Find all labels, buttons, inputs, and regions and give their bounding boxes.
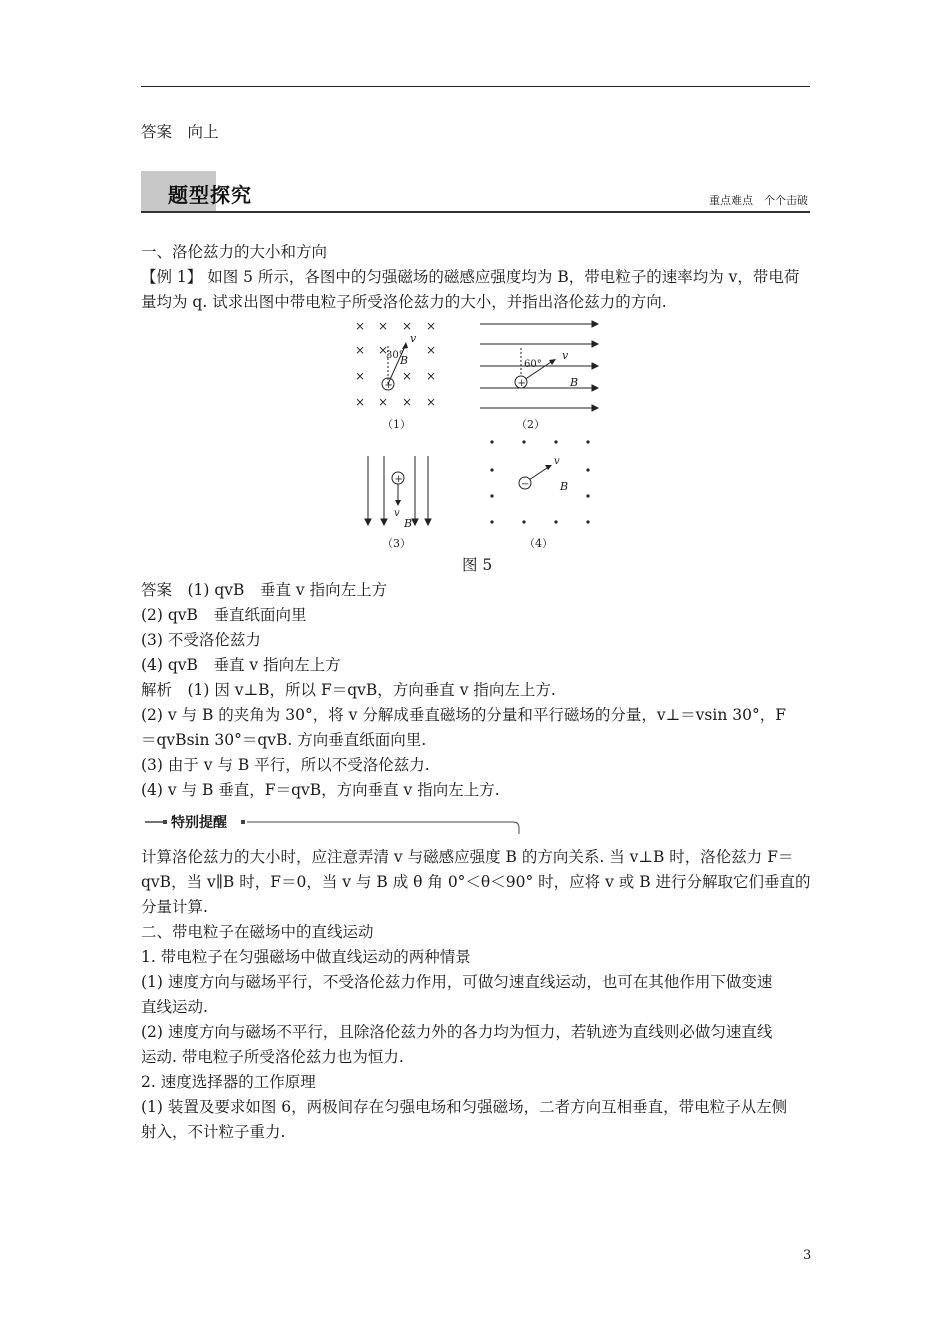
figure-5 (340, 314, 620, 554)
body-line: 1. 带电粒子在匀强磁场中做直线运动的两种情景 (141, 948, 471, 966)
body-line: (1) 装置及要求如图 6，两极间存在匀强电场和匀强磁场，二者方向互相垂直，带电粒子从左侧 (141, 1098, 788, 1116)
panel-1-arrowhead (402, 342, 408, 349)
section-subtitle: 重点难点 个个击破 (709, 194, 808, 207)
cross-mark: × (426, 343, 437, 357)
answer-line: (4) qvB 垂直 v 指向左上方 (141, 656, 341, 674)
analysis-line: (4) v 与 B 垂直，F＝qvB，方向垂直 v 指向左上方. (141, 781, 500, 799)
cross-mark: × (402, 319, 413, 333)
tip-line: qvB，当 v∥B 时，F＝0，当 v 与 B 成 θ 角 0°＜θ＜90° 时，应将 v 或 B 进行分解取它们垂直的 (141, 873, 811, 891)
cross-mark: × (378, 395, 389, 409)
panel-1-v-label: v (410, 332, 417, 345)
header-rule (141, 86, 810, 87)
panel-1-label: （1） (382, 418, 411, 431)
cross-mark: × (355, 369, 366, 383)
cross-mark: × (355, 319, 366, 333)
cross-mark: × (355, 343, 366, 357)
body-line: (1) 速度方向与磁场平行，不受洛伦兹力作用，可做匀速直线运动，也可在其他作用下做变速 (141, 973, 773, 991)
example-line-2: 量均为 q. 试求出图中带电粒子所受洛伦兹力的大小，并指出洛伦兹力的方向. (141, 293, 667, 311)
cross-mark: × (426, 395, 437, 409)
panel-2-charge-sign: + (517, 378, 526, 389)
cross-mark: × (426, 319, 437, 333)
body-line: 2. 速度选择器的工作原理 (141, 1073, 316, 1091)
cross-mark: × (426, 369, 437, 383)
heading-1: 一、洛伦兹力的大小和方向 (141, 243, 328, 261)
panel-4-arrowhead (545, 465, 552, 470)
body-line: 运动. 带电粒子所受洛伦兹力也为恒力. (141, 1048, 404, 1066)
analysis-line: ＝qvBsin 30°＝qvB. 方向垂直纸面向里. (141, 731, 427, 749)
cross-mark: × (378, 343, 389, 357)
section-rule (141, 211, 810, 213)
panel-3-charge-sign: + (394, 474, 403, 485)
tip-line: 分量计算. (141, 898, 208, 916)
section-title: 题型探究 (168, 183, 252, 207)
panel-4-v-label: v (554, 456, 560, 467)
body-line: (2) 速度方向与磁场不平行，且除洛伦兹力外的各力均为恒力，若轨迹为直线则必做匀速直线 (141, 1023, 773, 1041)
heading-2: 二、带电粒子在磁场中的直线运动 (141, 923, 374, 941)
panel-1-b-label: B (400, 354, 409, 367)
answer-line: (2) qvB 垂直纸面向里 (141, 606, 307, 624)
panel-2-b-label: B (570, 376, 579, 389)
cross-mark: × (402, 395, 413, 409)
panel-2-arrowhead (549, 359, 556, 365)
analysis-line: (3) 由于 v 与 B 平行，所以不受洛伦兹力. (141, 756, 430, 774)
analysis-line: 解析 (1) 因 v⊥B，所以 F＝qvB，方向垂直 v 指向左上方. (141, 681, 556, 699)
panel-1-angle: 30° (386, 350, 404, 361)
panel-3-v-label: v (394, 508, 400, 519)
section-banner (141, 171, 810, 212)
tip-header (141, 812, 520, 834)
panel-4-label: （4） (524, 537, 553, 550)
body-line: 直线运动. (141, 998, 208, 1016)
panel-3-b-label: B (404, 517, 413, 530)
tip-title: 特别提醒 (171, 815, 227, 831)
figure-caption: 图 5 (462, 556, 493, 574)
panel-2-label: （2） (516, 418, 545, 431)
panel-2-v-label: v (562, 349, 569, 362)
cross-mark: × (402, 369, 413, 383)
panel-1-charge-sign: + (384, 380, 393, 391)
panel-4-charge-sign: − (521, 479, 530, 490)
example-line-1: 【例 1】 如图 5 所示，各图中的匀强磁场的磁感应强度均为 B，带电粒子的速率均为 v，带电荷 (141, 268, 800, 286)
panel-1-field-crosses (355, 319, 436, 409)
answer-line: (3) 不受洛伦兹力 (141, 631, 261, 649)
page-number: 3 (803, 1248, 812, 1263)
panel-4-field-dots (490, 440, 589, 523)
panel-4-b-label: B (560, 480, 569, 493)
panel-3-label: （3） (382, 537, 411, 550)
tip-line: 计算洛伦兹力的大小时，应注意弄清 v 与磁感应强度 B 的方向关系. 当 v⊥B 时，洛伦兹力 F＝ (141, 848, 794, 866)
analysis-line: (2) v 与 B 的夹角为 30°，将 v 分解成垂直磁场的分量和平行磁场的分量，v⊥＝vsin 30°，F (141, 706, 786, 724)
header-answer: 答案 向上 (141, 123, 219, 141)
panel-3-arrowhead (395, 500, 401, 506)
cross-mark: × (355, 395, 366, 409)
cross-mark: × (378, 319, 389, 333)
panel-2-angle: 60° (524, 359, 542, 370)
body-line: 射入，不计粒子重力. (141, 1123, 286, 1141)
answer-line: 答案 (1) qvB 垂直 v 指向左上方 (141, 581, 388, 599)
